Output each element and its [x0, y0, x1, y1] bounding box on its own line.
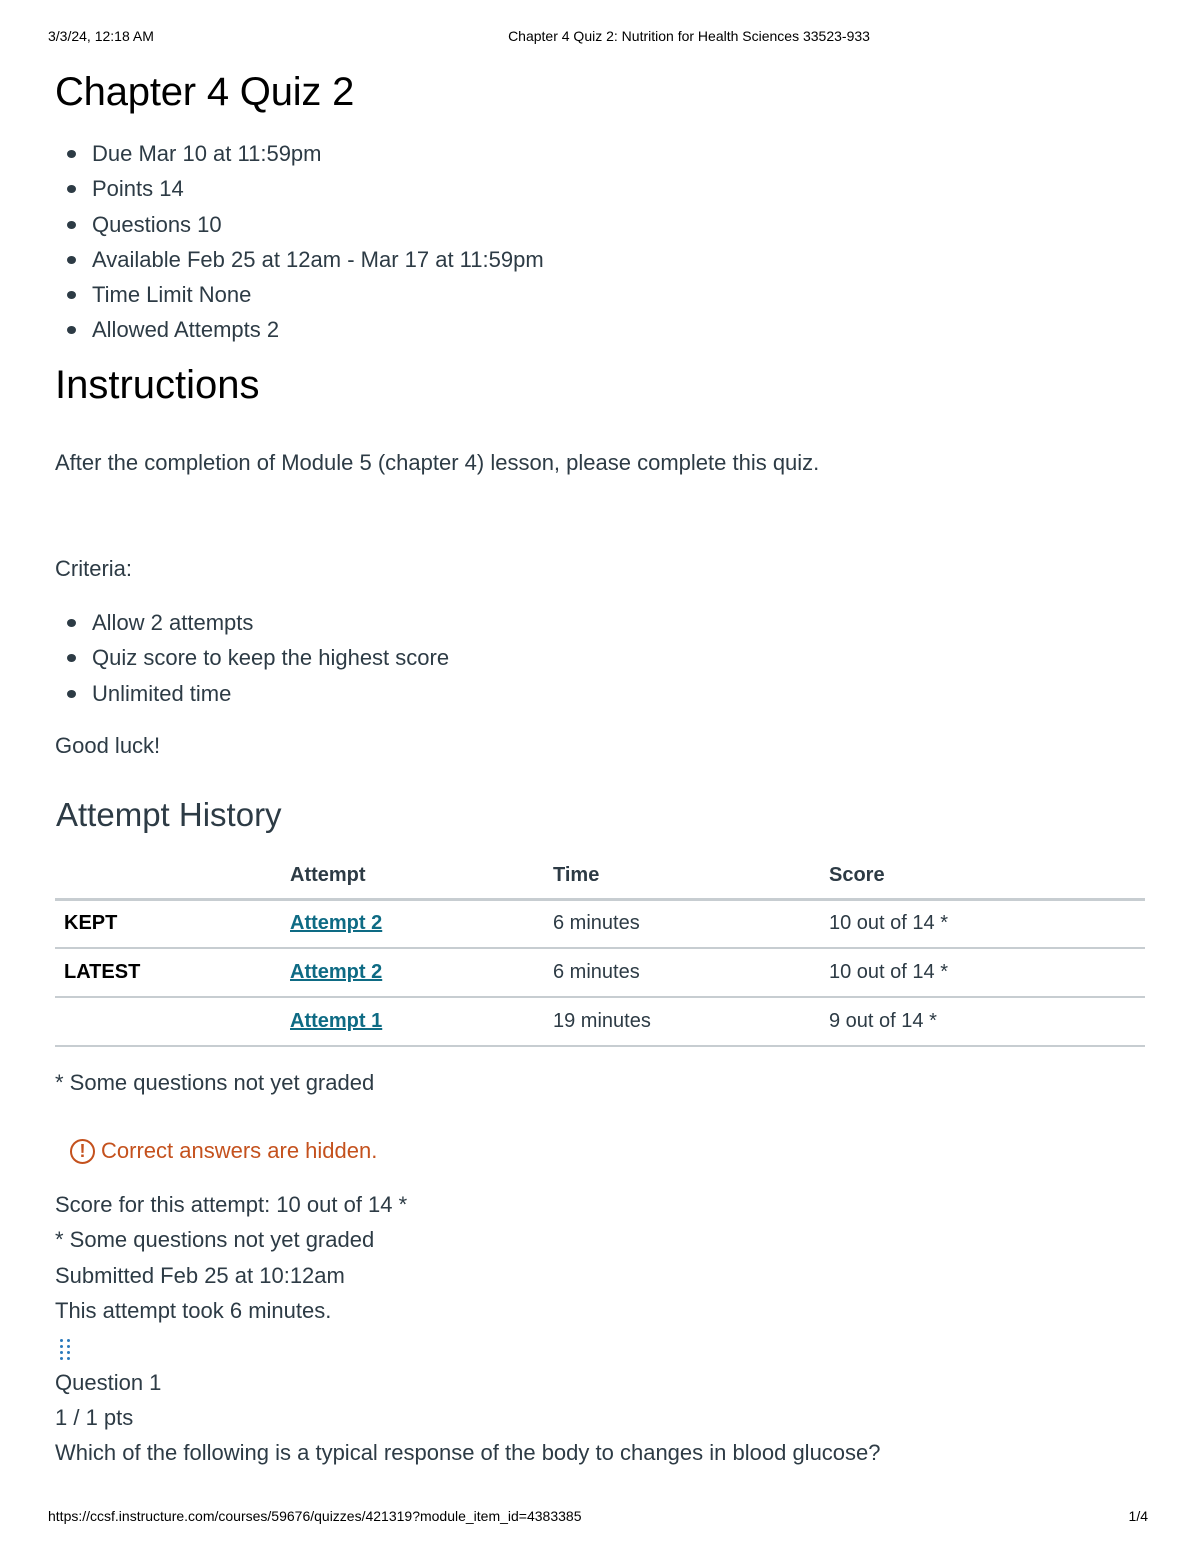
- attempt-history-table: [55, 853, 1145, 1047]
- quiz-detail-points: Points 14: [55, 171, 544, 206]
- attempt-grading-note: * Some questions not yet graded: [55, 1227, 375, 1252]
- attempt-link[interactable]: Attempt 1: [290, 1010, 383, 1032]
- instructions-closing: Good luck!: [55, 733, 161, 758]
- attempt-time: 6 minutes: [553, 899, 829, 948]
- attempt-status-label: KEPT: [55, 899, 290, 948]
- attempt-duration: This attempt took 6 minutes.: [55, 1298, 332, 1323]
- attempt-status-label: [55, 997, 290, 1046]
- table-row: [55, 948, 1145, 997]
- print-date: 3/3/24, 12:18 AM: [48, 28, 154, 44]
- correct-answers-hidden-alert: [70, 1138, 377, 1164]
- alert-text: Correct answers are hidden.: [101, 1138, 378, 1163]
- table-row: [55, 997, 1145, 1046]
- table-row: [55, 899, 1145, 948]
- column-header-score: Score: [829, 853, 1145, 899]
- question-text: Which of the following is a typical response of the body to changes in blood glucose?: [55, 1440, 881, 1465]
- attempt-time: 19 minutes: [553, 997, 829, 1046]
- quiz-detail-questions: Questions 10: [55, 207, 544, 242]
- instructions-intro: After the completion of Module 5 (chapter 4) lesson, please complete this quiz.: [55, 450, 820, 475]
- criteria-label: Criteria:: [55, 556, 133, 581]
- drag-handle-icon[interactable]: [59, 1338, 73, 1362]
- quiz-detail-allowed-attempts: Allowed Attempts 2: [55, 312, 544, 347]
- criteria-item: Allow 2 attempts: [55, 605, 449, 640]
- question-points: 1 / 1 pts: [55, 1405, 134, 1430]
- print-url: https://ccsf.instructure.com/courses/59676/quizzes/421319?module_item_id=4383385: [48, 1508, 582, 1524]
- column-header-time: Time: [553, 853, 829, 899]
- quiz-details-list: [55, 136, 544, 348]
- attempt-score: 10 out of 14 *: [829, 948, 1145, 997]
- criteria-list: [55, 605, 449, 711]
- instructions-heading: Instructions: [55, 363, 260, 407]
- attempt-history-heading: Attempt History: [56, 796, 282, 833]
- attempt-score: 10 out of 14 *: [829, 899, 1145, 948]
- quiz-detail-available: Available Feb 25 at 12am - Mar 17 at 11:59pm: [55, 242, 544, 277]
- attempt-submitted: Submitted Feb 25 at 10:12am: [55, 1263, 345, 1288]
- print-footer: [0, 1508, 1200, 1528]
- column-header-attempt: Attempt: [290, 853, 553, 899]
- print-doc-title: Chapter 4 Quiz 2: Nutrition for Health Sciences 33523-933: [508, 28, 870, 44]
- table-header-row: [55, 853, 1145, 899]
- attempt-status-label: LATEST: [55, 948, 290, 997]
- attempt-score: Score for this attempt: 10 out of 14 *: [55, 1192, 408, 1217]
- attempt-link[interactable]: Attempt 2: [290, 961, 383, 983]
- exclamation-circle-icon: !: [70, 1139, 95, 1164]
- page-title: Chapter 4 Quiz 2: [55, 70, 355, 114]
- column-header-label: [55, 853, 290, 899]
- print-page-number: 1/4: [1128, 1508, 1148, 1524]
- attempt-score: 9 out of 14 *: [829, 997, 1145, 1046]
- attempt-link[interactable]: Attempt 2: [290, 912, 383, 935]
- question-label: Question 1: [55, 1370, 162, 1395]
- print-header: [0, 28, 1200, 48]
- attempt-time: 6 minutes: [553, 948, 829, 997]
- criteria-item: Quiz score to keep the highest score: [55, 640, 449, 675]
- grading-footnote: * Some questions not yet graded: [55, 1070, 375, 1095]
- quiz-detail-due: Due Mar 10 at 11:59pm: [55, 136, 544, 171]
- criteria-item: Unlimited time: [55, 676, 449, 711]
- quiz-detail-time-limit: Time Limit None: [55, 277, 544, 312]
